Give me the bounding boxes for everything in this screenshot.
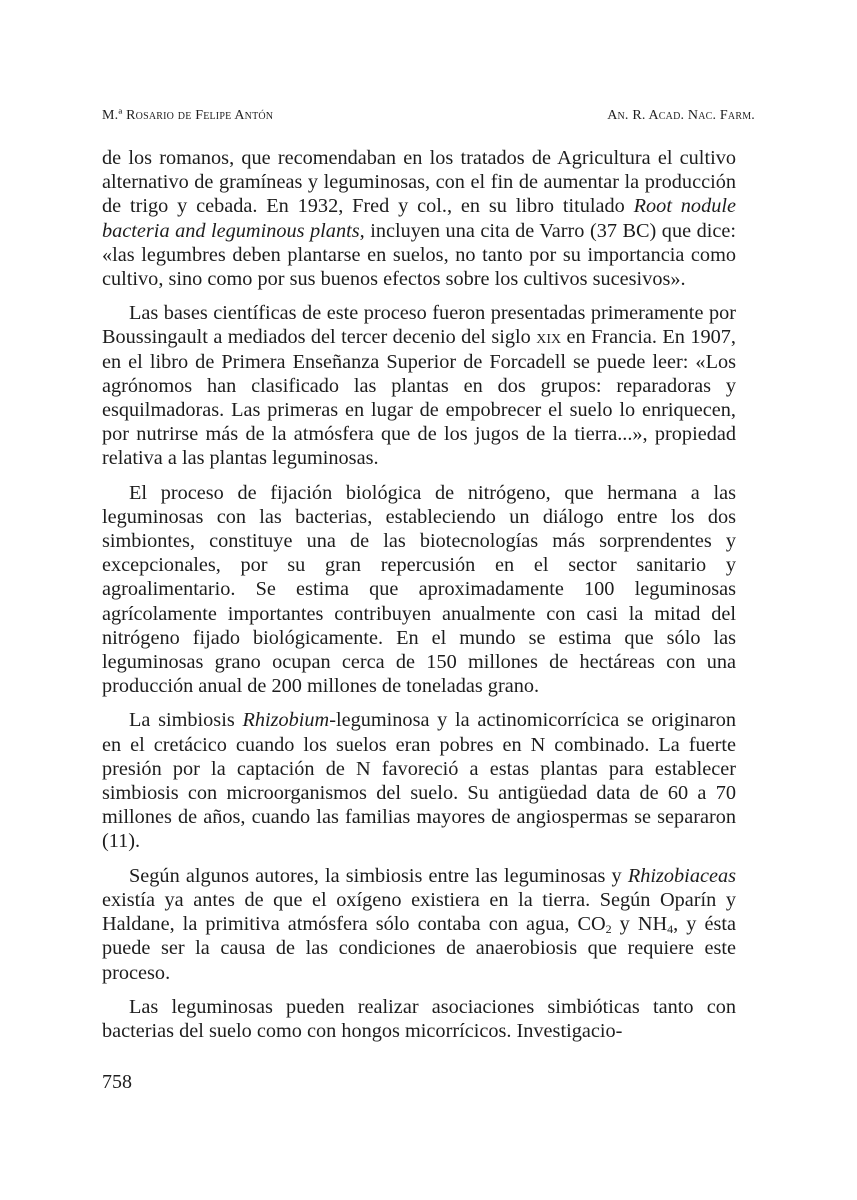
paragraph-5-end: , y ésta puede ser la causa de las condiciones de anaerobiosis que requiere este proceso. — [102, 913, 737, 984]
running-header — [102, 108, 755, 128]
paragraph-6: Las leguminosas pueden realizar asociaciones simbióticas tanto con bacterias del suelo como con hongos micorrícicos. Investigacio- — [102, 995, 736, 1042]
co2-subscript: 2 — [605, 922, 612, 937]
paragraph-5-mid: existía ya antes de que el oxígeno existiera en la tierra. Según Oparín y Haldane, la primitiva atmósfera sólo contaba con agua, CO — [102, 888, 736, 936]
header-journal: An. R. Acad. Nac. Farm. — [607, 108, 755, 123]
paragraph-2-end: en Francia. En 1907, en el libro de Primera Enseñanza Superior de Forcadell se puede leer: «Los agrónomos han clasificado las plantas en dos grupos: reparadoras y esquilmadoras. Las primeras en lugar de empobrecer el suelo lo enriquecen, por nutrirse más de la atmósfera que de los jugos de la tierra...», propiedad relativa a las plantas leguminosas. — [102, 326, 736, 470]
paragraph-5 — [102, 864, 736, 985]
paragraph-5-text: Según algunos autores, la simbiosis entre las leguminosas y — [129, 864, 622, 887]
century-numeral: xix — [536, 326, 562, 349]
paragraph-2-text: Las bases científicas de este proceso fueron presentadas primeramente por Boussingault a mediados del tercer decenio del siglo — [102, 302, 736, 349]
family-name: Rhizobiaceas — [627, 864, 736, 887]
paragraph-5-mid2: y NH — [611, 913, 668, 936]
paragraph-4 — [102, 708, 736, 853]
paragraph-1 — [102, 146, 736, 291]
page-number: 758 — [102, 1071, 132, 1093]
nh4-subscript: 4 — [667, 922, 674, 937]
paragraph-4-end: -leguminosa y la actinomicorrícica se originaron en el cretácico cuando los suelos eran pobres en N combinado. La fuerte presión por la captación de N favoreció a estas plantas para establecer simbiosis con microorganismos del suelo. Su antigüedad data de 60 a 70 millones de años, cuando las familias mayores de angiospermas se separaron (11). — [102, 709, 736, 853]
book-title: Root nodule bacteria and leguminous plants, — [102, 195, 736, 242]
paragraph-3: El proceso de fijación biológica de nitrógeno, que hermana a las leguminosas con las bacterias, estableciendo un diálogo entre los dos simbiontes, constituye una de las biotecnologías más sorprendentes y excepcionales, por su gran repercusión en el sector sanitario y agroalimentario. Se estima que aproximadamente 100 leguminosas agrícolamente importantes contribuyen anualmente con casi la mitad del nitrógeno fijado biológicamente. En el mundo se estima que sólo las leguminosas grano ocupan cerca de 150 millones de hectáreas con una producción anual de 200 millones de toneladas grano. — [102, 481, 736, 698]
body-text — [102, 146, 736, 1053]
header-author: M.ª Rosario de Felipe Antón — [102, 108, 274, 123]
paragraph-2 — [102, 301, 736, 470]
paragraph-1-end: incluyen una cita de Varro (37 BC) que dice: «las legumbres deben plantarse en suelos, no tanto por su importancia como cultivo, sino como por sus buenos efectos sobre los cultivos sucesivos». — [102, 219, 737, 291]
paragraph-1-text: de los romanos, que recomendaban en los tratados de Agricultura el cultivo alternativo de gramíneas y leguminosas, con el fin de aumentar la producción de trigo y cebada. En 1932, Fred y col., en su libro titulado — [102, 147, 736, 218]
genus-name: Rhizobium — [242, 709, 330, 732]
paragraph-4-text: La simbiosis — [129, 709, 235, 732]
